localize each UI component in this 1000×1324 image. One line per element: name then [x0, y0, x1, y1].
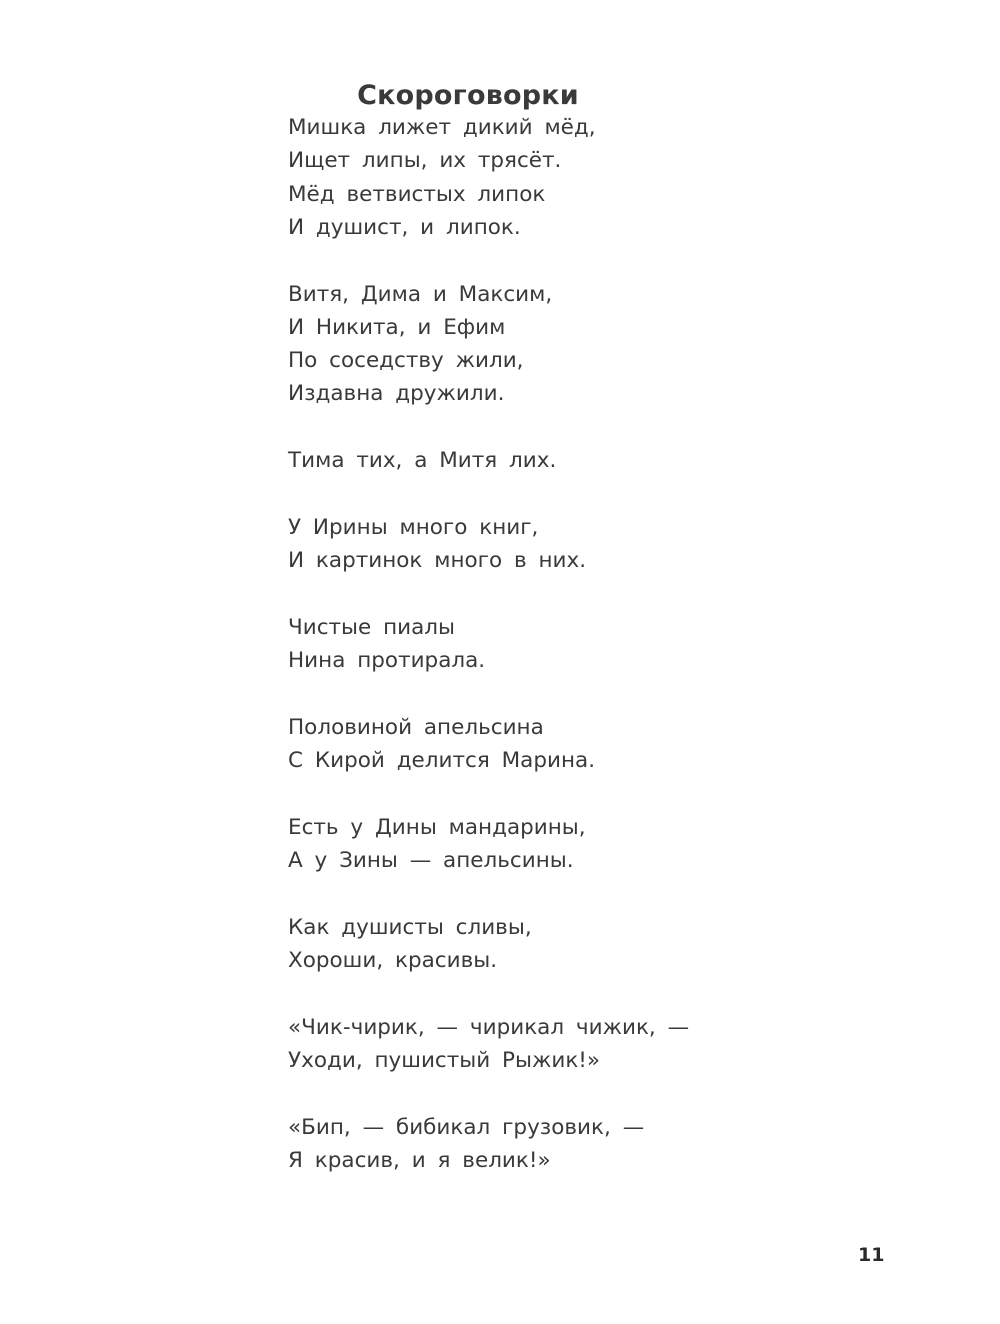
- verse-line: Есть у Дины мандарины,: [288, 814, 586, 840]
- verse-line: А у Зины — апельсины.: [288, 848, 574, 874]
- tongue-twisters-body: [288, 111, 888, 1211]
- verse-line: Как душисты сливы,: [288, 914, 532, 940]
- verse-line: «Бип, — бибикал грузовик, —: [288, 1114, 645, 1140]
- stanza: [288, 811, 888, 878]
- page-title: Скороговорки: [357, 80, 579, 112]
- stanza: [288, 444, 888, 477]
- verse-line: По соседству жили,: [288, 348, 524, 374]
- verse-line: Половиной апельсина: [288, 714, 544, 740]
- stanza: [288, 611, 888, 678]
- verse-line: Тима тих, а Митя лих.: [288, 448, 557, 474]
- stanza: [288, 711, 888, 778]
- verse-line: Витя, Дима и Максим,: [288, 281, 553, 307]
- verse-line: И душист, и липок.: [288, 214, 521, 240]
- verse-line: Издавна дружили.: [288, 381, 505, 407]
- verse-line: С Кирой делится Марина.: [288, 748, 596, 774]
- verse-line: У Ирины много книг,: [288, 514, 539, 540]
- verse-line: «Чик-чирик, — чирикал чижик, —: [288, 1014, 690, 1040]
- verse-line: Мёд ветвистых липок: [288, 181, 546, 207]
- page-number: 11: [858, 1244, 885, 1266]
- stanza: [288, 111, 888, 244]
- verse-line: И Никита, и Ефим: [288, 314, 506, 340]
- stanza: [288, 278, 888, 411]
- stanza: [288, 1111, 888, 1178]
- stanza: [288, 511, 888, 578]
- stanza: [288, 911, 888, 978]
- verse-line: Мишка лижет дикий мёд,: [288, 115, 596, 140]
- verse-line: И картинок много в них.: [288, 548, 587, 574]
- verse-line: Я красив, и я велик!»: [288, 1148, 551, 1174]
- verse-line: Чистые пиалы: [288, 614, 456, 640]
- verse-line: Хороши, красивы.: [288, 948, 498, 974]
- verse-line: Уходи, пушистый Рыжик!»: [288, 1048, 601, 1074]
- stanza: [288, 1011, 888, 1078]
- verse-line: Ищет липы, их трясёт.: [288, 148, 562, 174]
- verse-line: Нина протирала.: [288, 648, 486, 674]
